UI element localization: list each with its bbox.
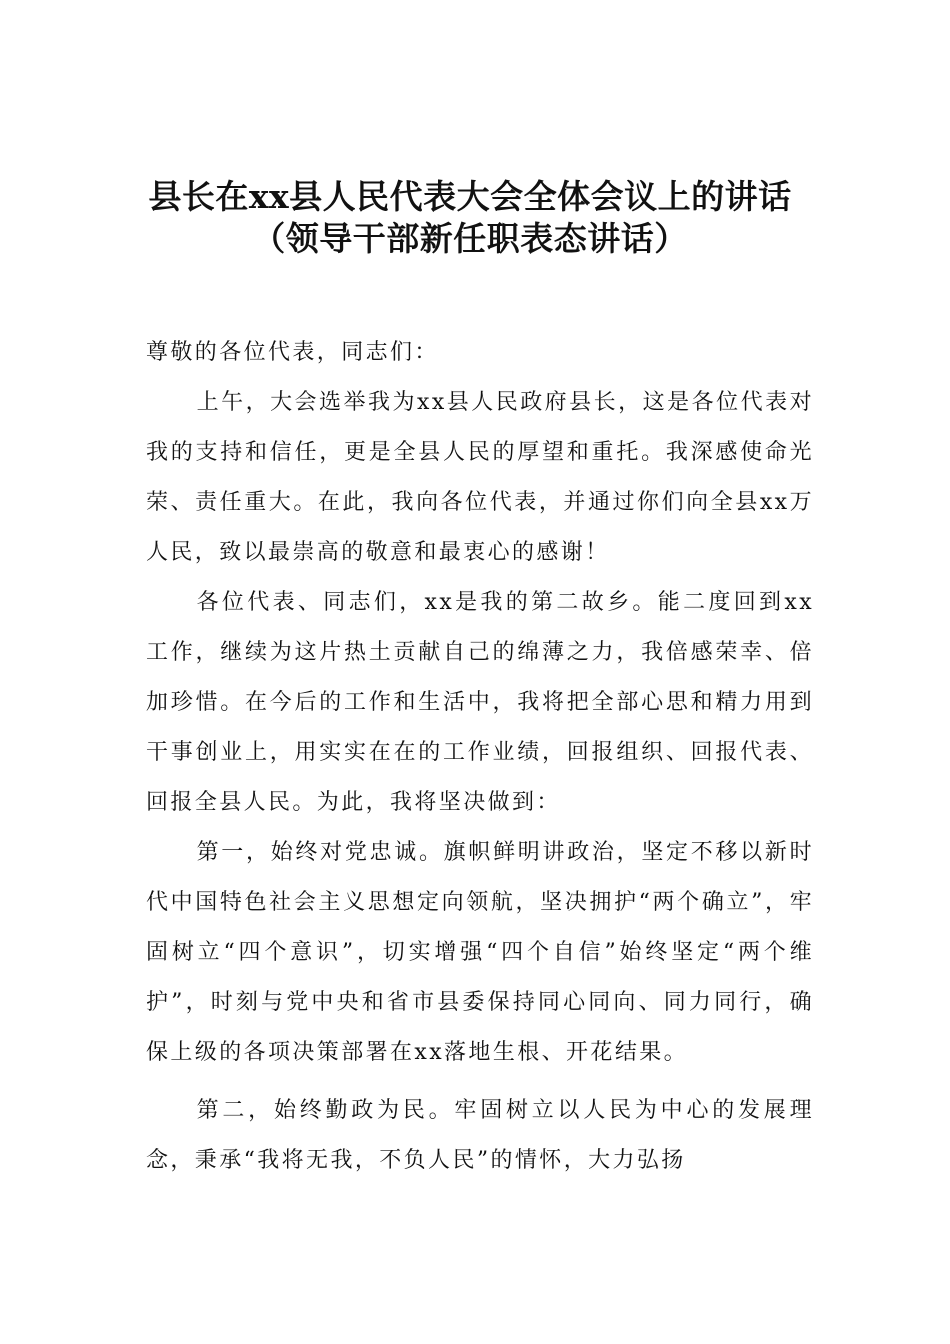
paragraph-3: 第一，始终对党忠诚。旗帜鲜明讲政治，坚定不移以新时代中国特色社会主义思想定向领航，坚决拥护“两个确立”，牢固树立“四个意识”，切实增强“四个自信”始终坚定“两个维护”，时刻与党中央和省市县委保持同心同向、同力同行，确保上级的各项决策部署在xx落地生根、开花结果。 <box>146 840 814 1065</box>
document-title: 县长在xx县人民代表大会全体会议上的讲话（领导干部新任职表态讲话） <box>148 177 792 258</box>
document-body <box>146 328 814 1186</box>
paragraph-4: 第二，始终勤政为民。牢固树立以人民为中心的发展理念，秉承“我将无我，不负人民”的情怀，大力弘扬 <box>146 1098 814 1173</box>
salutation: 尊敬的各位代表，同志们： <box>146 340 439 365</box>
paragraph-2: 各位代表、同志们，xx是我的第二故乡。能二度回到xx工作，继续为这片热土贡献自己的绵薄之力，我倍感荣幸、倍加珍惜。在今后的工作和生活中，我将把全部心思和精力用到干事创业上，用实实在在的工作业绩，回报组织、回报代表、回报全县人民。为此，我将坚决做到： <box>146 590 814 815</box>
paragraph-1: 上午，大会选举我为xx县人民政府县长，这是各位代表对我的支持和信任，更是全县人民的厚望和重托。我深感使命光荣、责任重大。在此，我向各位代表，并通过你们向全县xx万人民，致以最崇高的敬意和最衷心的感谢！ <box>146 390 814 565</box>
